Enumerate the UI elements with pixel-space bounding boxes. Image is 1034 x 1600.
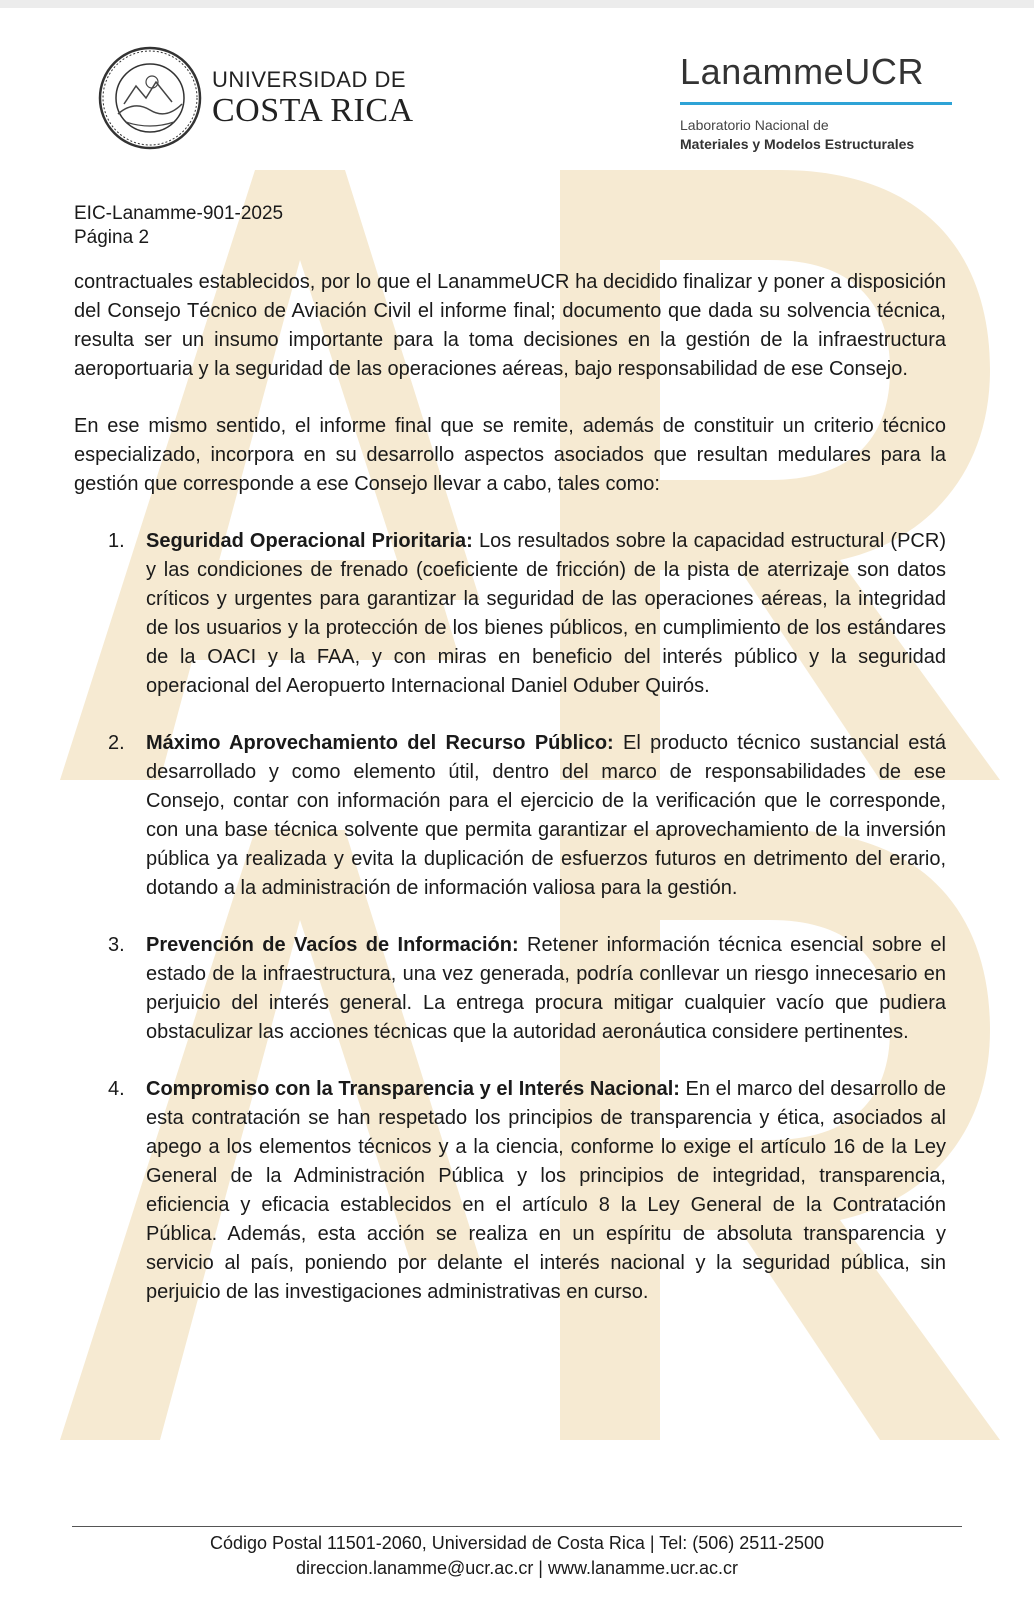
ucr-seal-icon	[96, 44, 204, 152]
footer-divider	[72, 1526, 962, 1527]
document-body	[74, 268, 946, 1335]
list-item	[74, 527, 946, 701]
lanamme-name: LanammeUCR	[680, 51, 925, 92]
list-item	[74, 729, 946, 903]
list-item-number: 4.	[108, 1078, 125, 1100]
numbered-list	[74, 527, 946, 1307]
footer-address: Código Postal 11501-2060, Universidad de Costa Rica | Tel: (506) 2511-2500	[209, 1533, 825, 1553]
list-item	[74, 931, 946, 1047]
lanamme-subtitle-1: Laboratorio Nacional de	[680, 117, 829, 133]
list-item-text: Retener información técnica esencial sobre el estado de la infraestructura, una vez generada, podría conllevar un riesgo innecesario en perjuicio del interés general. La entrega procura mitigar cualquier vacío que pudiera obstaculizar las acciones técnicas que la autoridad aeronáutica considere pertinentes.	[146, 934, 946, 1043]
list-item-number: 2.	[108, 732, 125, 754]
list-item-text: El producto técnico sustancial está desarrollado y como elemento útil, dentro del marco de responsabilidades de ese Consejo, contar con información para el ejercicio de la verificación que le corresponde, con una base técnica solvente que permita garantizar el aprovechamiento de la inversión pública ya realizada y evita la duplicación de esfuerzos futuros en detrimento del erario, dotando a la administración de información valiosa para la gestión.	[146, 732, 947, 899]
document-reference: EIC-Lanamme-901-2025	[74, 203, 284, 224]
lanamme-subtitle-2: Materiales y Modelos Estructurales	[680, 136, 915, 152]
list-item-number: 1.	[108, 530, 125, 552]
list-item-term: Máximo Aprovechamiento del Recurso Público:	[146, 732, 614, 754]
paragraph-1: contractuales establecidos, por lo que el LanammeUCR ha decidido finalizar y poner a disposición del Consejo Técnico de Aviación Civil el informe final; documento que dada su solvencia técnica, resulta ser un insumo importante para la toma decisiones en la gestión de la infraestructura aeroportuaria y la seguridad de las operaciones aéreas, bajo responsabilidad de ese Consejo.	[74, 271, 946, 380]
footer	[0, 1531, 1034, 1581]
ucr-logo	[96, 44, 414, 152]
list-item-term: Prevención de Vacíos de Información:	[146, 934, 519, 956]
list-item-term: Compromiso con la Transparencia y el Interés Nacional:	[146, 1078, 680, 1100]
paragraph-2: En ese mismo sentido, el informe final que se remite, además de constituir un criterio técnico especializado, incorpora en su desarrollo aspectos asociados que resultan medulares para la gestión que corresponde a ese Consejo llevar a cabo, tales como:	[74, 415, 946, 495]
page-number: Página 2	[74, 227, 150, 248]
footer-contact: direccion.lanamme@ucr.ac.cr | www.lanamme.ucr.ac.cr	[295, 1558, 739, 1578]
list-item-term: Seguridad Operacional Prioritaria:	[146, 530, 473, 552]
ucr-name-line2: COSTA RICA	[212, 91, 414, 129]
lanamme-logo	[680, 51, 952, 152]
ucr-name-line1: UNIVERSIDAD DE	[212, 66, 407, 92]
document-reference-block	[74, 202, 283, 250]
list-item	[74, 1075, 946, 1307]
list-item-number: 3.	[108, 934, 125, 956]
list-item-text: Los resultados sobre la capacidad estructural (PCR) y las condiciones de frenado (coeficiente de fricción) de la pista de aterrizaje son datos críticos y urgentes para garantizar la seguridad de las operaciones aéreas, la integridad de los usuarios y la protección de los bienes públicos, en cumplimiento de los estándares de la OACI y la FAA, y con miras en beneficio del interés público y la seguridad operacional del Aeropuerto Internacional Daniel Oduber Quirós.	[146, 530, 946, 697]
lanamme-accent-bar	[680, 102, 952, 105]
list-item-text: En el marco del desarrollo de esta contratación se han respetado los principios de transparencia y ética, asociados al apego a los elementos técnicos y a la ciencia, conforme lo exige el artículo 16 de la Ley General de la Administración Pública y los principios de integridad, transparencia, eficiencia y eficacia establecidos en el artículo 8 la Ley General de la Contratación Pública. Además, esta acción se realiza en un espíritu de absoluta transparencia y servicio al país, poniendo por delante el interés nacional y la seguridad pública, sin perjuicio de las investigaciones administrativas en curso.	[146, 1078, 946, 1303]
